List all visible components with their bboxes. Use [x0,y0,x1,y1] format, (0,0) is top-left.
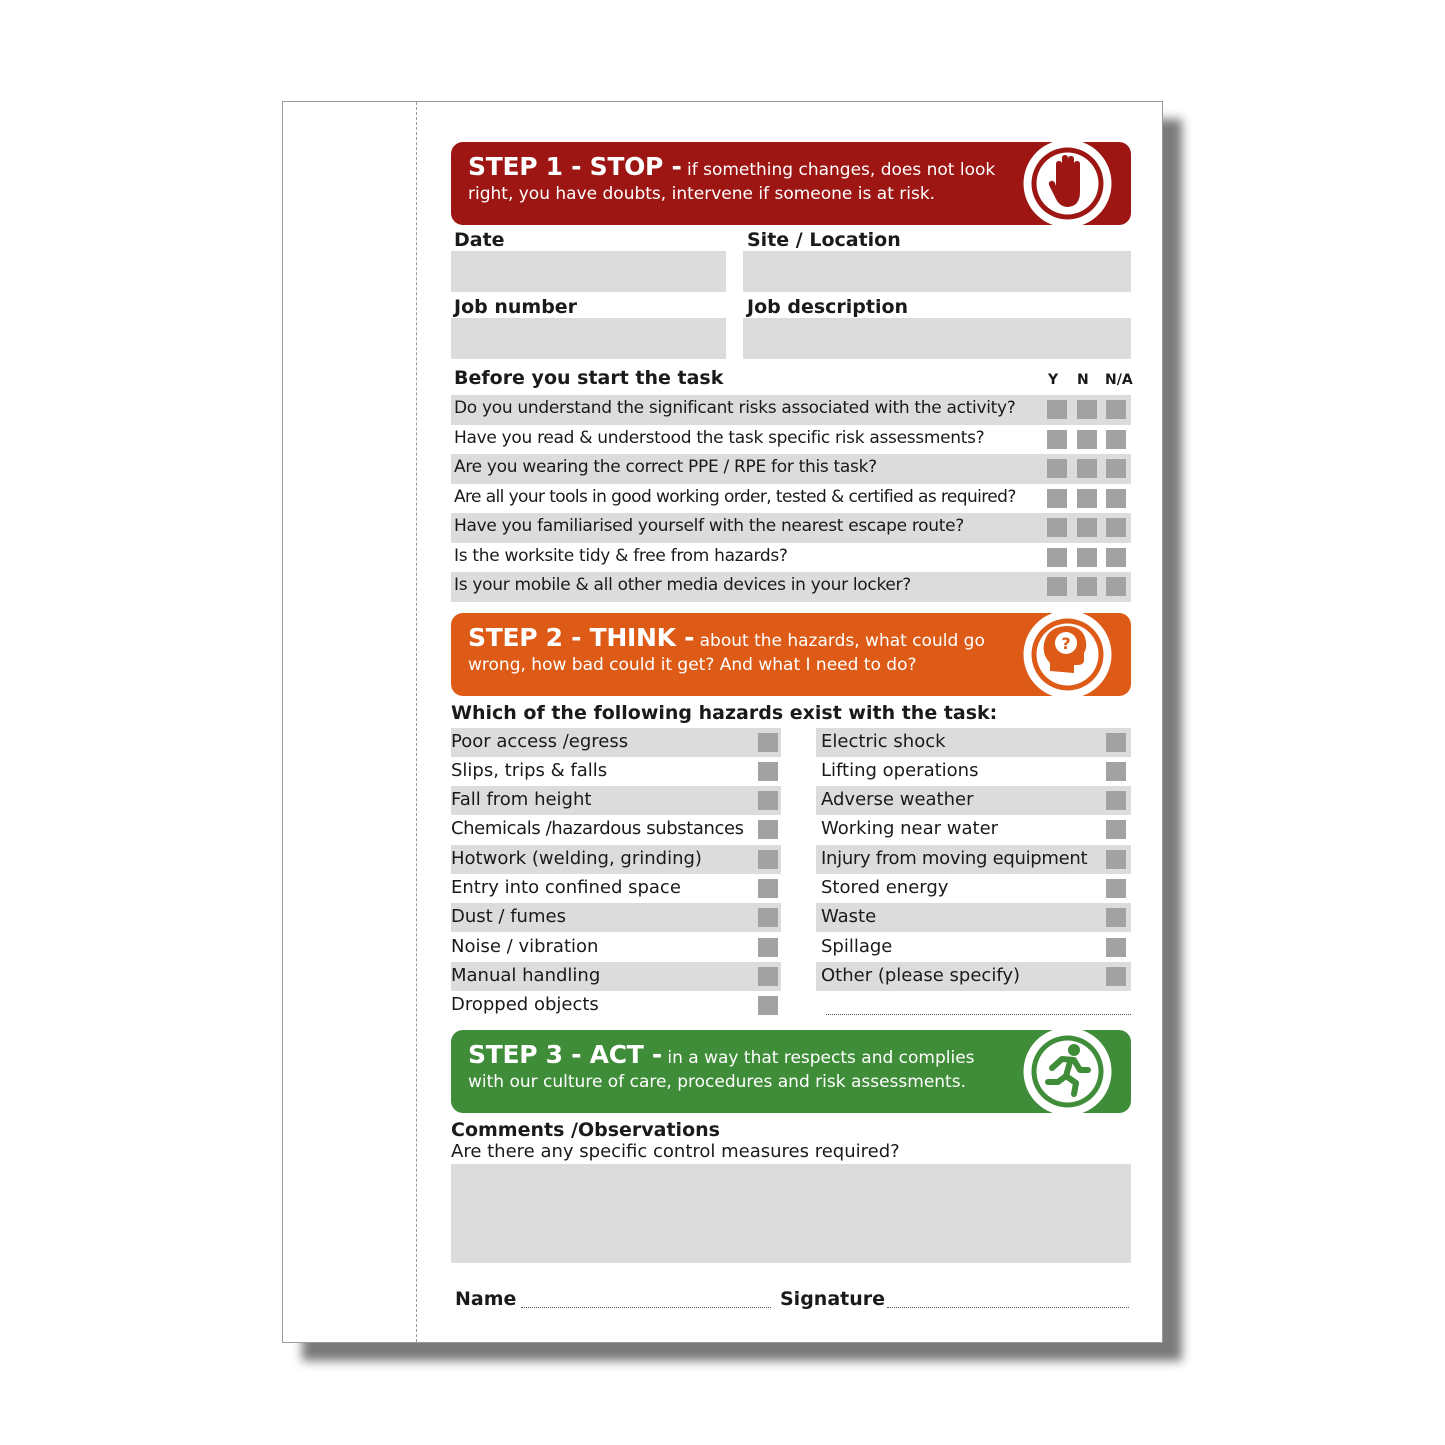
hazard-checkbox[interactable] [1106,733,1126,752]
svg-text:?: ? [1061,633,1071,653]
hazard-row [451,903,1131,932]
hazard-row [451,962,1131,991]
checklist-row [451,513,1131,543]
hazard-label: Fall from height [451,789,592,811]
hazard-checkbox[interactable] [1106,820,1126,839]
hazard-label: Injury from moving equipment [821,847,1088,869]
step1-text: if something changes, does not look right, you have doubts, intervene if someone is at risk. [468,160,996,204]
hazard-checkbox[interactable] [758,938,778,957]
hazard-checkbox[interactable] [1106,791,1126,810]
form-content [451,142,1131,1263]
job-number-field[interactable] [451,318,726,359]
checkbox-n[interactable] [1077,459,1097,478]
hazard-checkbox[interactable] [758,733,778,752]
checkbox-y[interactable] [1047,548,1067,567]
step3-banner [451,1030,1131,1113]
hazards-heading: Which of the following hazards exist with the task: [451,701,998,724]
checklist-header [451,365,1131,395]
signoff-row [455,1282,1135,1312]
comments-label: Comments /Observations [451,1119,720,1142]
hazard-checkbox[interactable] [1106,967,1126,986]
step1-banner [451,142,1131,225]
step3-title: STEP 3 - ACT - [468,1040,662,1070]
step1-title: STEP 1 - STOP - [468,152,682,181]
checklist-heading: Before you start the task [454,367,724,389]
hazard-checkbox[interactable] [758,762,778,781]
running-person-icon [1022,1030,1113,1113]
job-description-label: Job description [747,296,909,318]
hazard-checkbox[interactable] [1106,938,1126,957]
hazard-label: Lifting operations [821,759,979,781]
question-text: Are you wearing the correct PPE / RPE for this task? [454,457,877,477]
checklist-row [451,543,1131,573]
signature-field[interactable] [887,1307,1129,1308]
hazard-label: Other (please specify) [821,964,1021,986]
question-text: Have you read & understood the task specific risk assessments? [454,427,985,448]
date-label: Date [454,229,505,251]
hazard-row [451,757,1131,786]
head-question-icon [1022,613,1113,696]
hazard-label: Stored energy [821,876,949,898]
hazard-label: Poor access /egress [451,730,629,752]
hazard-label: Dust / fumes [451,906,566,928]
stop-hand-icon [1022,142,1113,225]
hazard-checkbox[interactable] [758,908,778,927]
step2-title: STEP 2 - THINK - [468,622,695,652]
checklist-row [451,395,1131,425]
hazard-label: Spillage [821,935,893,957]
checkbox-y[interactable] [1047,489,1067,508]
step3-text: in a way that respects and complies with our culture of care, procedures and risk assessments. [468,1048,975,1093]
col-y: Y [1048,372,1059,388]
hazard-row [451,845,1131,874]
checkbox-na[interactable] [1106,518,1126,537]
checkbox-na[interactable] [1106,430,1126,449]
hazard-checkbox[interactable] [758,791,778,810]
name-field[interactable] [521,1307,771,1308]
site-label: Site / Location [747,229,901,251]
checkbox-y[interactable] [1047,577,1067,596]
checklist-row [451,425,1131,455]
hazard-label: Dropped objects [451,994,599,1016]
hazard-checkbox[interactable] [758,879,778,898]
checkbox-n[interactable] [1077,400,1097,419]
hazard-checkbox[interactable] [1106,908,1126,927]
checkbox-na[interactable] [1106,548,1126,567]
checkbox-n[interactable] [1077,577,1097,596]
checkbox-y[interactable] [1047,459,1067,478]
hazard-label: Electric shock [821,730,946,752]
perforation-line [416,102,417,1342]
checkbox-y[interactable] [1047,400,1067,419]
hazard-label: Noise / vibration [451,935,599,957]
job-description-field[interactable] [743,318,1131,359]
checklist-row [451,572,1131,602]
form-page [282,101,1163,1343]
hazard-checkbox[interactable] [758,967,778,986]
hazard-label: Entry into confined space [451,876,681,898]
hazard-row [451,933,1131,962]
signature-label: Signature [780,1288,886,1310]
date-field[interactable] [451,251,726,292]
checklist [451,395,1131,602]
hazard-label: Slips, trips & falls [451,759,608,781]
hazard-row [451,874,1131,903]
question-text: Are all your tools in good working order, tested & certified as required? [454,486,1016,507]
comments-question: Are there any specific control measures required? [451,1141,900,1163]
step2-banner [451,613,1131,696]
checkbox-na[interactable] [1106,459,1126,478]
col-n: N [1077,372,1089,388]
hazard-row [451,815,1131,844]
checkbox-na[interactable] [1106,577,1126,596]
site-field[interactable] [743,251,1131,292]
checkbox-y[interactable] [1047,518,1067,537]
name-label: Name [455,1288,517,1310]
hazard-checkbox[interactable] [758,820,778,839]
checkbox-y[interactable] [1047,430,1067,449]
hazard-row [451,728,1131,757]
hazard-checkbox[interactable] [1106,762,1126,781]
col-na: N/A [1105,372,1133,388]
checklist-row [451,484,1131,514]
hazard-checkbox[interactable] [1106,850,1126,869]
question-text: Is your mobile & all other media devices in your locker? [454,575,911,595]
hazard-checkbox[interactable] [1106,879,1126,898]
checkbox-n[interactable] [1077,430,1097,449]
checkbox-n[interactable] [1077,518,1097,537]
question-text: Have you familiarised yourself with the nearest escape route? [454,516,964,536]
hazard-label: Adverse weather [821,789,974,811]
comments-field[interactable] [451,1164,1131,1263]
hazard-checkbox[interactable] [758,850,778,869]
hazard-label: Chemicals /hazardous substances [451,818,744,840]
step2-text: about the hazards, what could go wrong, how bad could it get? And what I need to do? [468,630,985,675]
checklist-row [451,454,1131,484]
checkbox-na[interactable] [1106,489,1126,508]
hazard-row [451,786,1131,815]
hazard-checkbox[interactable] [758,996,778,1015]
hazard-label: Hotwork (welding, grinding) [451,847,702,869]
question-text: Is the worksite tidy & free from hazards? [454,545,788,566]
hazard-row [451,991,1131,1020]
other-specify-line[interactable] [826,1014,1131,1015]
question-text: Do you understand the significant risks associated with the activity? [454,398,1016,418]
hazard-label: Manual handling [451,964,601,986]
hazard-label: Working near water [821,818,999,840]
job-number-label: Job number [454,296,578,318]
checkbox-n[interactable] [1077,548,1097,567]
checkbox-na[interactable] [1106,400,1126,419]
hazards-list [451,728,1131,1021]
hazard-label: Waste [821,906,877,928]
checkbox-n[interactable] [1077,489,1097,508]
